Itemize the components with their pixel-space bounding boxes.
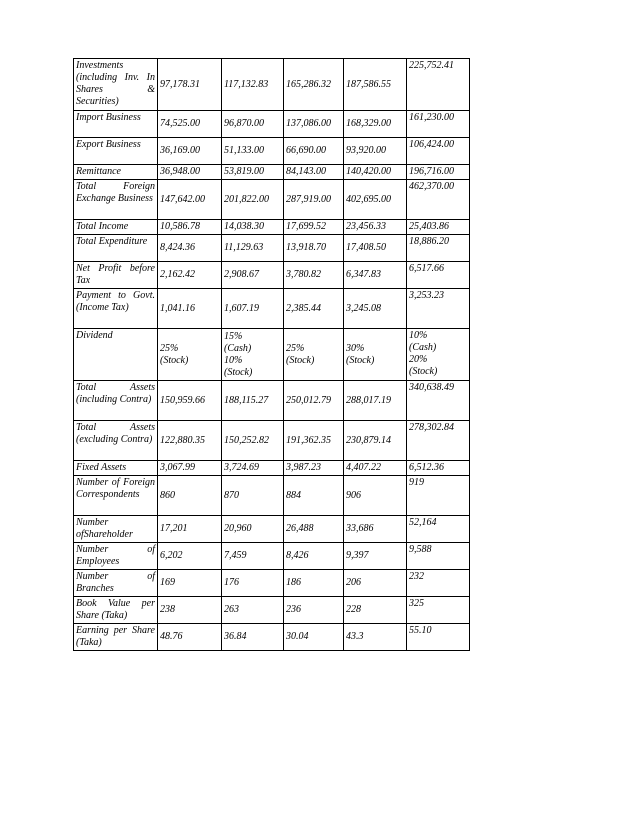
table-cell: 122,880.35	[158, 421, 222, 461]
table-cell: 33,686	[344, 516, 407, 543]
table-row	[74, 59, 470, 111]
table-cell: 236	[284, 597, 344, 624]
table-cell: 228	[344, 597, 407, 624]
table-cell: 238	[158, 597, 222, 624]
table-row	[74, 421, 470, 461]
table-cell: 48.76	[158, 624, 222, 651]
row-label: Fixed Assets	[74, 461, 158, 476]
row-label: Total Assets (excluding Contra)	[74, 421, 158, 461]
table-cell: 15% (Cash) 10% (Stock)	[222, 329, 284, 381]
table-row	[74, 180, 470, 220]
table-cell: 225,752.41	[407, 59, 470, 111]
table-cell: 187,586.55	[344, 59, 407, 111]
table-cell: 17,408.50	[344, 235, 407, 262]
table-cell: 186	[284, 570, 344, 597]
table-cell: 14,038.30	[222, 220, 284, 235]
table-row	[74, 289, 470, 329]
table-cell: 23,456.33	[344, 220, 407, 235]
table-cell: 906	[344, 476, 407, 516]
table-cell: 17,699.52	[284, 220, 344, 235]
table-cell: 250,012.79	[284, 381, 344, 421]
table-cell: 96,870.00	[222, 111, 284, 138]
row-label: Investments (including Inv. In Shares & Securities)	[74, 59, 158, 111]
table-cell: 66,690.00	[284, 138, 344, 165]
table-cell: 18,886.20	[407, 235, 470, 262]
table-cell: 17,201	[158, 516, 222, 543]
table-cell: 2,162.42	[158, 262, 222, 289]
table-row	[74, 329, 470, 381]
table-cell: 860	[158, 476, 222, 516]
table-cell: 106,424.00	[407, 138, 470, 165]
table-cell: 3,987.23	[284, 461, 344, 476]
table-cell: 3,067.99	[158, 461, 222, 476]
table-row	[74, 138, 470, 165]
table-cell: 1,041.16	[158, 289, 222, 329]
table-cell: 30% (Stock)	[344, 329, 407, 381]
row-label: Total Expenditure	[74, 235, 158, 262]
table-cell: 25% (Stock)	[284, 329, 344, 381]
row-label: Import Business	[74, 111, 158, 138]
table-cell: 117,132.83	[222, 59, 284, 111]
table-cell: 191,362.35	[284, 421, 344, 461]
table-cell: 147,642.00	[158, 180, 222, 220]
table-cell: 206	[344, 570, 407, 597]
table-cell: 884	[284, 476, 344, 516]
table-cell: 10% (Cash) 20% (Stock)	[407, 329, 470, 381]
table-cell: 8,424.36	[158, 235, 222, 262]
table-cell: 74,525.00	[158, 111, 222, 138]
table-cell: 6,202	[158, 543, 222, 570]
table-cell: 169	[158, 570, 222, 597]
row-label: Total Foreign Exchange Business	[74, 180, 158, 220]
row-label: Total Income	[74, 220, 158, 235]
table-cell: 6,517.66	[407, 262, 470, 289]
table-cell: 3,253.23	[407, 289, 470, 329]
table-cell: 919	[407, 476, 470, 516]
table-cell: 201,822.00	[222, 180, 284, 220]
table-cell: 870	[222, 476, 284, 516]
table-cell: 20,960	[222, 516, 284, 543]
table-cell: 30.04	[284, 624, 344, 651]
table-cell: 278,302.84	[407, 421, 470, 461]
table-cell: 168,329.00	[344, 111, 407, 138]
table-cell: 25% (Stock)	[158, 329, 222, 381]
table-cell: 36,948.00	[158, 165, 222, 180]
row-label: Book Value per Share (Taka)	[74, 597, 158, 624]
table-cell: 4,407.22	[344, 461, 407, 476]
table-cell: 2,908.67	[222, 262, 284, 289]
table-cell: 3,780.82	[284, 262, 344, 289]
row-label: Number of Branches	[74, 570, 158, 597]
table-cell: 51,133.00	[222, 138, 284, 165]
table-row	[74, 516, 470, 543]
table-cell: 150,959.66	[158, 381, 222, 421]
table-cell: 11,129.63	[222, 235, 284, 262]
table-cell: 140,420.00	[344, 165, 407, 180]
table-cell: 3,245.08	[344, 289, 407, 329]
table-cell: 402,695.00	[344, 180, 407, 220]
row-label: Dividend	[74, 329, 158, 381]
table-row	[74, 262, 470, 289]
table-cell: 165,286.32	[284, 59, 344, 111]
table-row	[74, 476, 470, 516]
table-cell: 176	[222, 570, 284, 597]
table-cell: 3,724.69	[222, 461, 284, 476]
table-cell: 288,017.19	[344, 381, 407, 421]
table-cell: 7,459	[222, 543, 284, 570]
table-row	[74, 624, 470, 651]
table-cell: 137,086.00	[284, 111, 344, 138]
table-cell: 97,178.31	[158, 59, 222, 111]
table-row	[74, 597, 470, 624]
table-row	[74, 235, 470, 262]
table-cell: 287,919.00	[284, 180, 344, 220]
row-label: Remittance	[74, 165, 158, 180]
financial-summary-table	[73, 58, 470, 651]
table-cell: 13,918.70	[284, 235, 344, 262]
table-cell: 161,230.00	[407, 111, 470, 138]
table-cell: 53,819.00	[222, 165, 284, 180]
row-label: Earning per Share (Taka)	[74, 624, 158, 651]
table-cell: 325	[407, 597, 470, 624]
table-cell: 232	[407, 570, 470, 597]
table-cell: 196,716.00	[407, 165, 470, 180]
table-row	[74, 461, 470, 476]
table-cell: 462,370.00	[407, 180, 470, 220]
table-row	[74, 381, 470, 421]
table-cell: 8,426	[284, 543, 344, 570]
table-cell: 10,586.78	[158, 220, 222, 235]
table-row	[74, 220, 470, 235]
table-row	[74, 165, 470, 180]
table-cell: 9,397	[344, 543, 407, 570]
table-row	[74, 570, 470, 597]
table-cell: 230,879.14	[344, 421, 407, 461]
table-cell: 6,512.36	[407, 461, 470, 476]
table-row	[74, 543, 470, 570]
table-cell: 55.10	[407, 624, 470, 651]
row-label: Number of Foreign Correspondents	[74, 476, 158, 516]
table-cell: 36,169.00	[158, 138, 222, 165]
table-cell: 93,920.00	[344, 138, 407, 165]
table-row	[74, 111, 470, 138]
table-cell: 36.84	[222, 624, 284, 651]
row-label: Number ofShareholder	[74, 516, 158, 543]
row-label: Total Assets (including Contra)	[74, 381, 158, 421]
table-cell: 1,607.19	[222, 289, 284, 329]
row-label: Number of Employees	[74, 543, 158, 570]
row-label: Net Profit before Tax	[74, 262, 158, 289]
table-cell: 6,347.83	[344, 262, 407, 289]
table-cell: 150,252.82	[222, 421, 284, 461]
table-cell: 52,164	[407, 516, 470, 543]
row-label: Payment to Govt. (Income Tax)	[74, 289, 158, 329]
table-cell: 340,638.49	[407, 381, 470, 421]
table-cell: 43.3	[344, 624, 407, 651]
table-cell: 188,115.27	[222, 381, 284, 421]
table-cell: 84,143.00	[284, 165, 344, 180]
table-cell: 9,588	[407, 543, 470, 570]
table-cell: 2,385.44	[284, 289, 344, 329]
table-cell: 26,488	[284, 516, 344, 543]
table-cell: 25,403.86	[407, 220, 470, 235]
table-cell: 263	[222, 597, 284, 624]
row-label: Export Business	[74, 138, 158, 165]
